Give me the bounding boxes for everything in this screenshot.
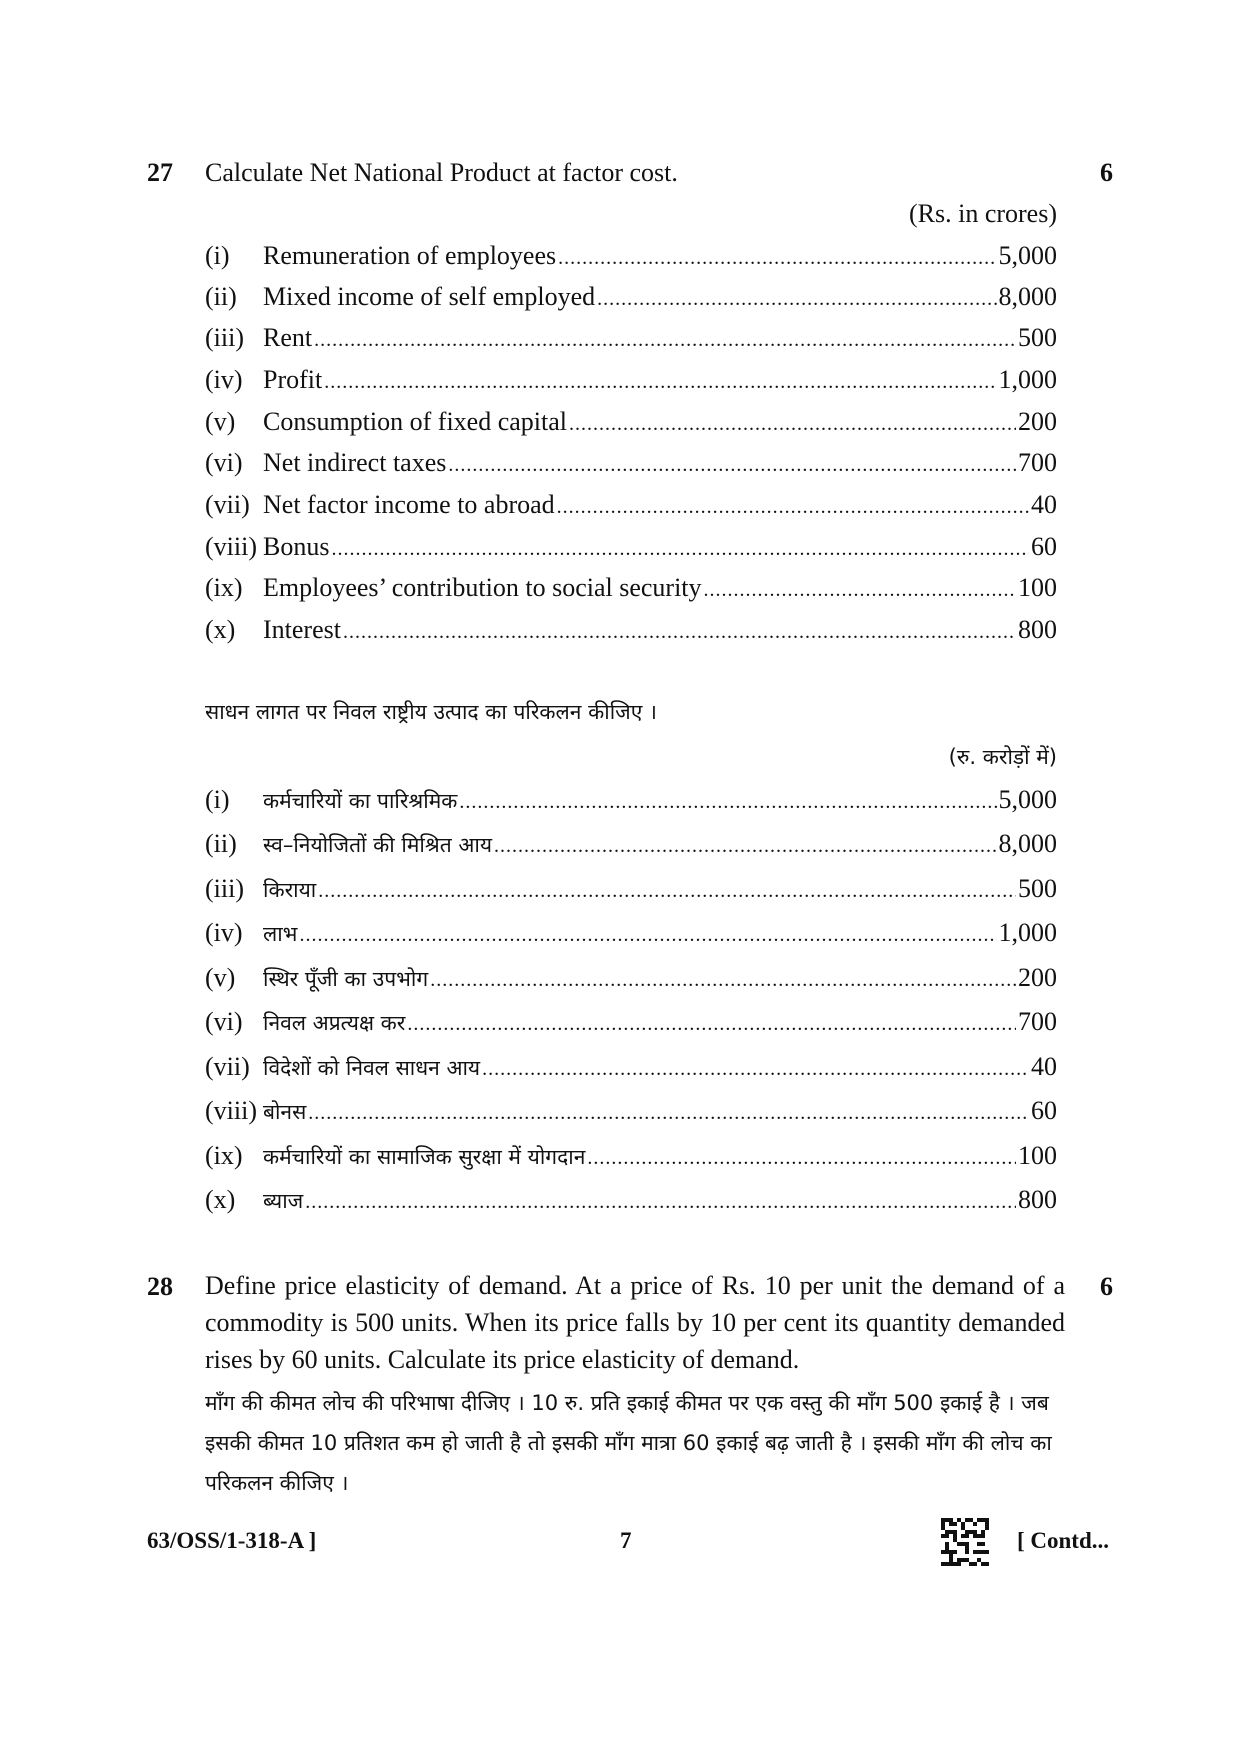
item-roman: (i) (205, 241, 230, 270)
item-value: 1,000 (998, 918, 1057, 947)
list-item (205, 490, 1057, 526)
list-item (205, 918, 1057, 954)
item-label: Net factor income to abroad (263, 490, 555, 519)
item-value: 5,000 (998, 241, 1057, 270)
item-label: निवल अप्रत्यक्ष कर (263, 1011, 406, 1035)
item-value: 5,000 (998, 785, 1057, 814)
item-value: 500 (1018, 874, 1057, 903)
item-label: Consumption of fixed capital (263, 407, 568, 436)
list-item (205, 407, 1057, 443)
list-item (205, 1052, 1057, 1088)
list-item (205, 323, 1057, 359)
item-label: कर्मचारियों का सामाजिक सुरक्षा में योगदान (263, 1145, 586, 1169)
item-label: Remuneration of employees (263, 241, 557, 270)
item-roman: (ix) (205, 1141, 243, 1170)
item-value: 8,000 (998, 829, 1057, 858)
item-value: 800 (1018, 615, 1057, 644)
question-27-hindi-text: साधन लागत पर निवल राष्ट्रीय उत्पाद का परिकलन कीजिए । (205, 700, 657, 724)
item-roman: (ix) (205, 573, 243, 602)
paper-code: 63/OSS/1-318-A ] (147, 1528, 317, 1553)
list-item (205, 874, 1057, 910)
item-label: Bonus (263, 532, 330, 561)
dot-leader (557, 496, 1029, 519)
item-value: 1,000 (998, 365, 1057, 394)
page-number: 7 (620, 1528, 632, 1553)
list-item (205, 1096, 1057, 1132)
question-27-text: Calculate Net National Product at factor cost. (205, 158, 678, 187)
list-item (205, 448, 1057, 484)
qr-code-icon (941, 1518, 989, 1566)
dot-leader (343, 621, 1016, 644)
unit-label-english: (Rs. in crores) (908, 199, 1057, 228)
list-item (205, 1141, 1057, 1177)
item-label: Interest (263, 615, 341, 644)
list-item (205, 282, 1057, 318)
item-value: 40 (1031, 490, 1057, 519)
item-label: Net indirect taxes (263, 448, 447, 477)
item-roman: (viii) (205, 532, 257, 561)
dot-leader (324, 371, 996, 394)
item-value: 100 (1018, 573, 1057, 602)
question-28-number: 28 (147, 1272, 173, 1301)
unit-label-hindi: (रु. करोड़ों में) (948, 745, 1057, 769)
dot-leader (448, 454, 1016, 477)
item-value: 200 (1018, 963, 1057, 992)
item-value: 500 (1018, 323, 1057, 352)
dot-leader (459, 791, 996, 814)
question-28-text: Define price elasticity of demand. At a price of Rs. 10 per unit the demand of a commodity is 500 units. When its price falls by 10 per cent its quantity demanded rises by 60 units. Calculate its price elasticity of demand. (205, 1271, 1065, 1374)
item-roman: (viii) (205, 1096, 257, 1125)
item-roman: (vii) (205, 490, 250, 519)
item-label: बोनस (263, 1100, 307, 1124)
dot-leader (331, 538, 1029, 561)
dot-leader (558, 247, 996, 270)
item-label: Profit (263, 365, 323, 394)
dot-leader (314, 329, 1016, 352)
question-28-marks: 6 (1100, 1272, 1113, 1301)
list-item (205, 1185, 1057, 1221)
item-value: 40 (1031, 1052, 1057, 1081)
item-label: Employees’ contribution to social security (263, 573, 702, 602)
item-roman: (iv) (205, 918, 243, 947)
item-roman: (v) (205, 963, 236, 992)
item-label: कर्मचारियों का पारिश्रमिक (263, 789, 458, 813)
list-item (205, 785, 1057, 821)
item-roman: (iv) (205, 365, 243, 394)
item-label: विदेशों को निवल साधन आय (263, 1056, 481, 1080)
item-roman: (iii) (205, 874, 244, 903)
item-value: 60 (1031, 532, 1057, 561)
dot-leader (407, 1013, 1016, 1036)
dot-leader (597, 288, 996, 311)
dot-leader (299, 924, 996, 947)
item-roman: (x) (205, 1185, 236, 1214)
item-roman: (ii) (205, 829, 237, 858)
dot-leader (482, 1058, 1029, 1081)
item-label: ब्याज (263, 1189, 304, 1213)
dot-leader (587, 1147, 1016, 1170)
item-label: किराया (263, 878, 317, 902)
dot-leader (494, 835, 997, 858)
item-roman: (ii) (205, 282, 237, 311)
item-value: 800 (1018, 1185, 1057, 1214)
item-label: स्थिर पूँजी का उपभोग (263, 967, 429, 991)
item-value: 200 (1018, 407, 1057, 436)
item-value: 100 (1018, 1141, 1057, 1170)
question-27-number: 27 (147, 158, 173, 187)
list-item (205, 829, 1057, 865)
item-roman: (vi) (205, 448, 243, 477)
item-value: 60 (1031, 1096, 1057, 1125)
list-item (205, 1007, 1057, 1043)
item-value: 8,000 (998, 282, 1057, 311)
question-28-hindi-text: माँग की कीमत लोच की परिभाषा दीजिए । 10 रु. प्रति इकाई कीमत पर एक वस्तु की माँग 500 इकाई है । जब इसकी कीमत 10 प्रतिशत कम हो जाती है तो इसकी माँग मात्रा 60 इकाई बढ़ जाती है । इसकी माँग की लोच का परिकलन कीजिए । (205, 1391, 1052, 1495)
item-label: स्व–नियोजितों की मिश्रित आय (263, 833, 492, 857)
item-label: लाभ (263, 922, 298, 946)
item-value: 700 (1018, 1007, 1057, 1036)
dot-leader (308, 1102, 1029, 1125)
item-roman: (v) (205, 407, 236, 436)
list-item (205, 532, 1057, 568)
dot-leader (305, 1191, 1016, 1214)
item-value: 700 (1018, 448, 1057, 477)
question-27-marks: 6 (1100, 158, 1113, 187)
item-roman: (x) (205, 615, 236, 644)
list-item (205, 573, 1057, 609)
item-label: Mixed income of self employed (263, 282, 596, 311)
list-item (205, 241, 1057, 277)
item-roman: (iii) (205, 323, 244, 352)
item-roman: (vi) (205, 1007, 243, 1036)
dot-leader (569, 413, 1016, 436)
dot-leader (704, 579, 1016, 602)
continued-label: [ Contd... (1017, 1528, 1110, 1553)
dot-leader (430, 969, 1016, 992)
item-label: Rent (263, 323, 313, 352)
list-item (205, 615, 1057, 651)
list-item (205, 365, 1057, 401)
item-roman: (vii) (205, 1052, 250, 1081)
item-roman: (i) (205, 785, 230, 814)
list-item (205, 963, 1057, 999)
dot-leader (318, 880, 1016, 903)
